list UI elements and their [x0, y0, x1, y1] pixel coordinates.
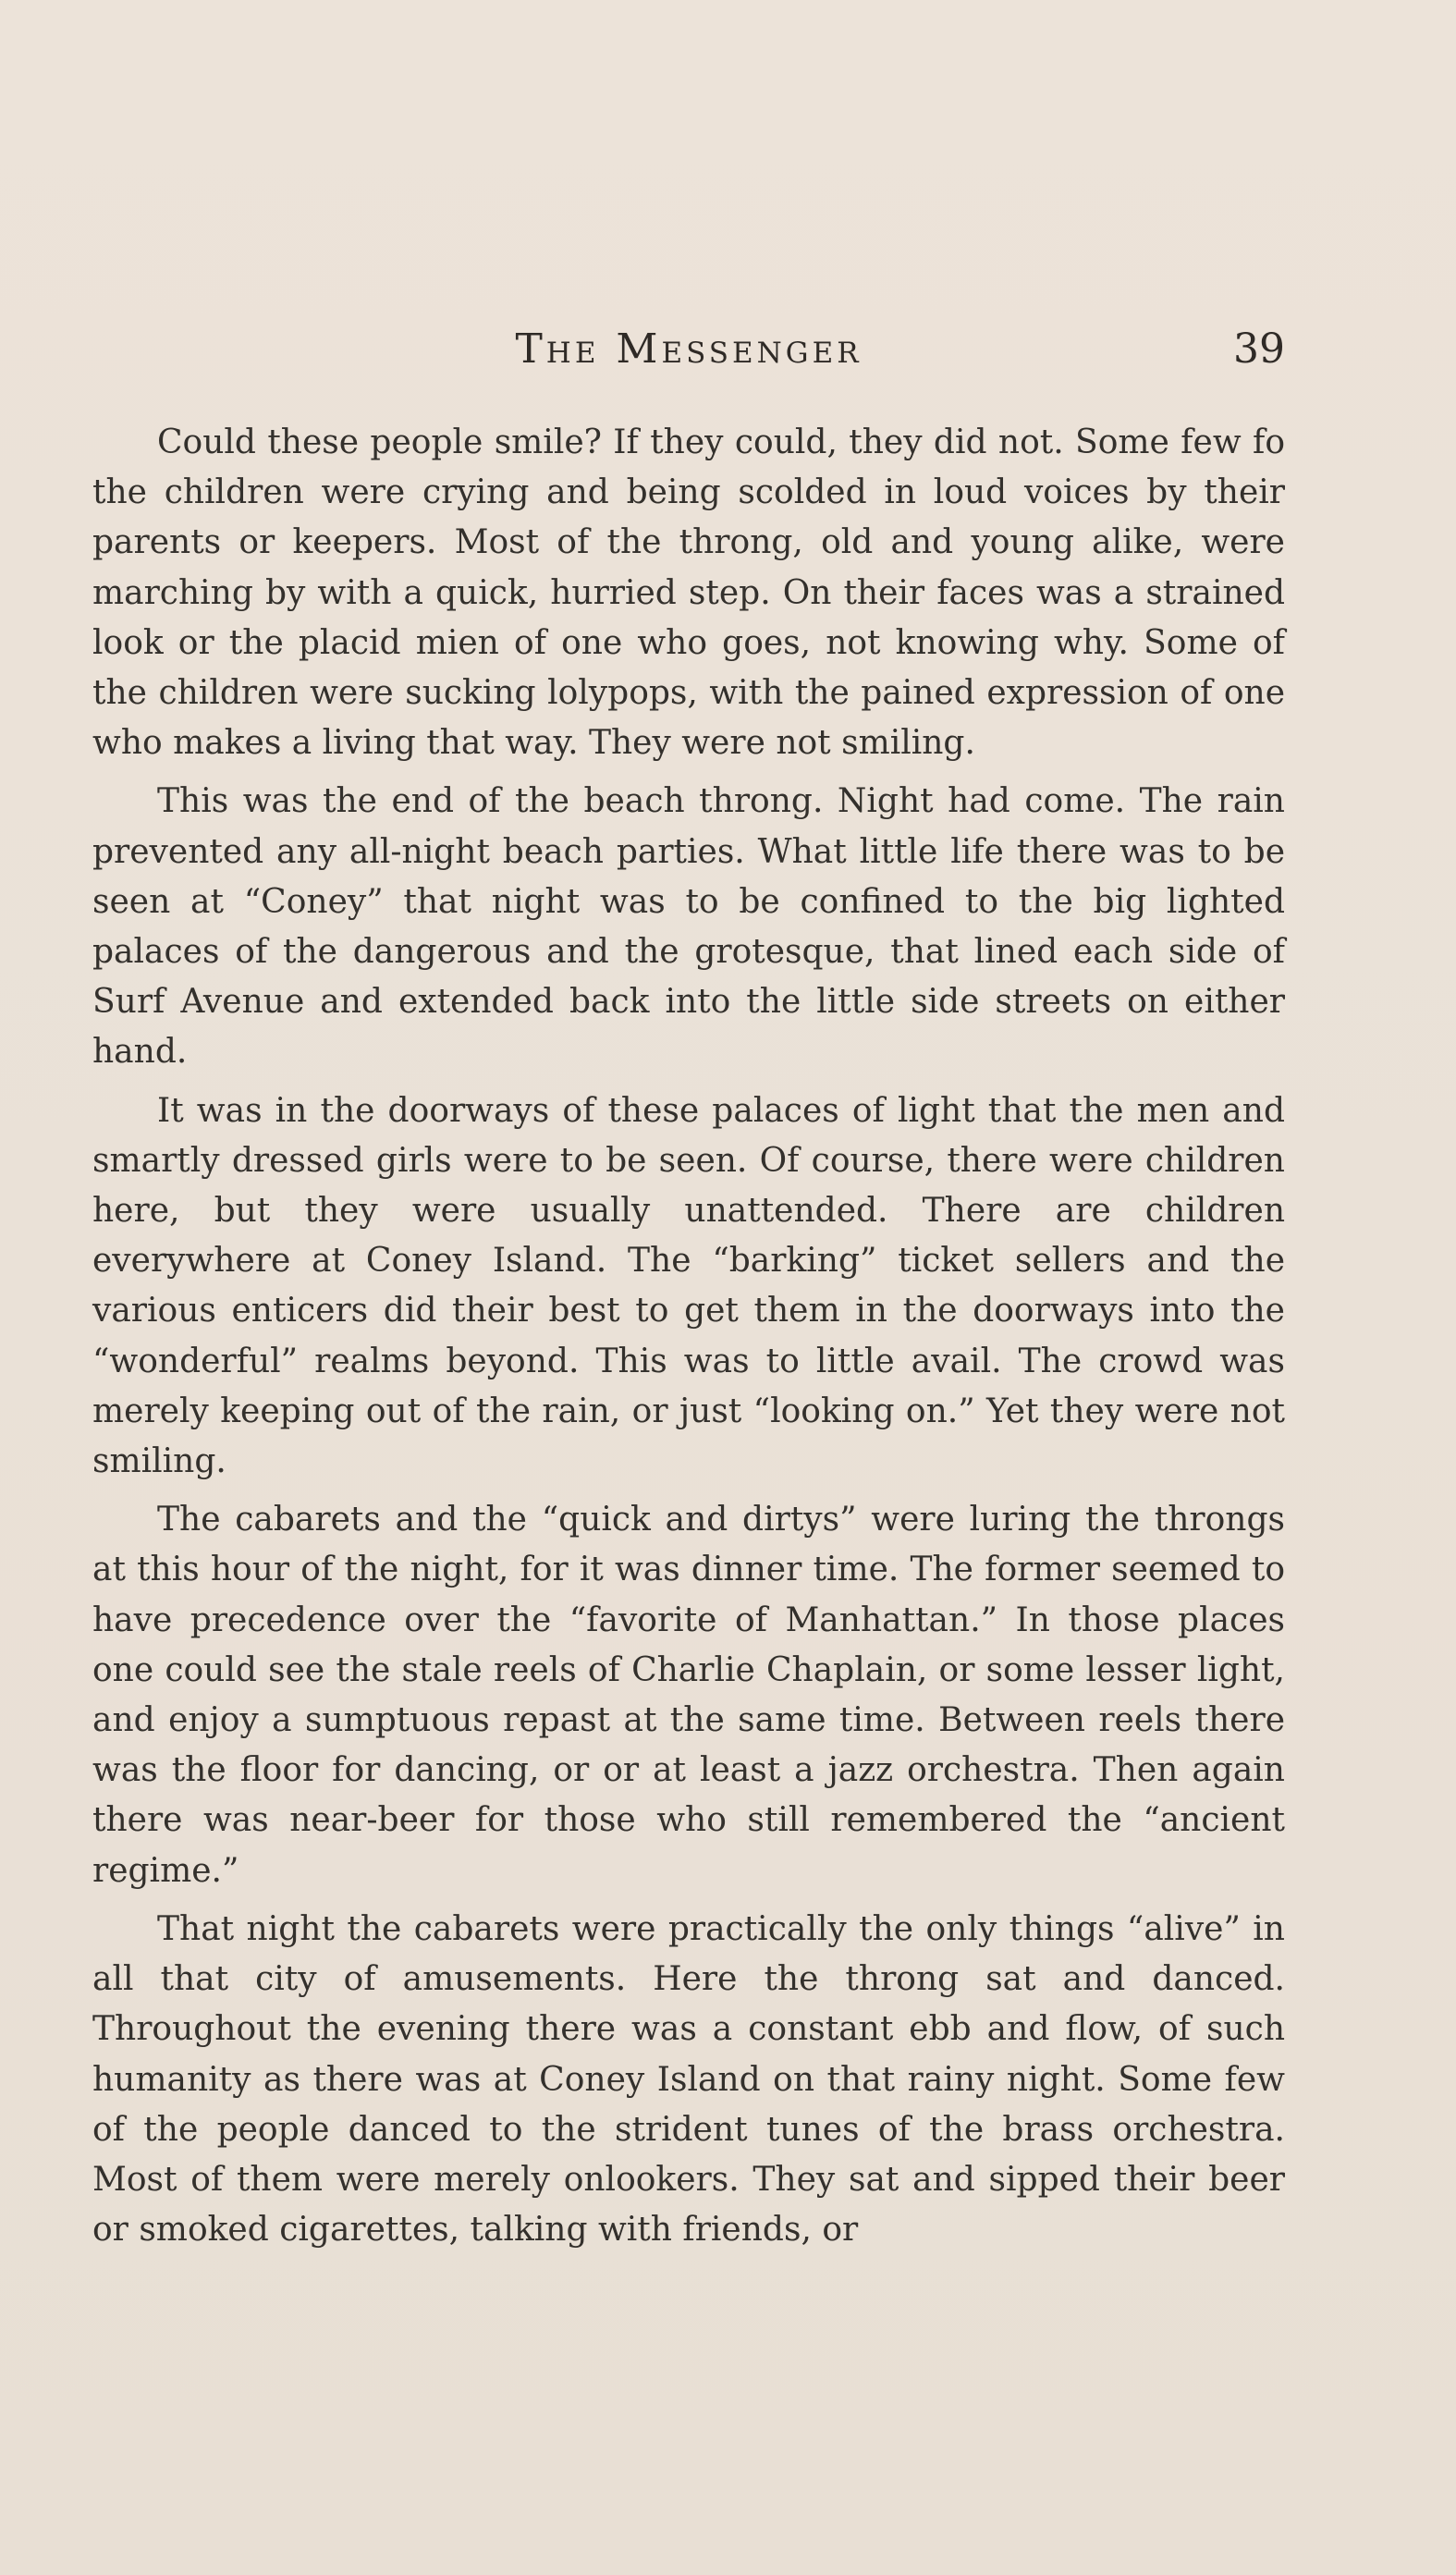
paragraph-5: That night the cabarets were practically the only things “alive” in all that city of amusements. Here the throng sat and danced. Throughout the evening there was a constant ebb and flow, of such humanity as there was at Coney Island on that rainy night. Some few of the people danced to the strident tunes of the brass orchestra. Most of them were merely onlookers. They sat and sipped their beer or smoked cigarettes, talking with friends, or	[92, 1909, 1285, 2250]
paragraph-3: It was in the doorways of these palaces of light that the men and smartly dressed girls were to be seen. Of course, there were children here, but they were usually unattended. There are children everywhere at Coney Island. The “barking” ticket sellers and the various enticers did their best to get them in the doorways into the “wonderful” realms beyond. This was to little avail. The crowd was merely keeping out of the rain, or just “looking on.” Yet they were not smiling.	[92, 1091, 1285, 1481]
running-title: The Messenger	[515, 325, 863, 373]
paragraph-2: This was the end of the beach throng. Night had come. The rain prevented any all-night beach parties. What little life there was to be seen at “Coney” that night was to be confined to the big lighted palaces of the dangerous and the grotesque, that lined each side of Surf Avenue and extended back into the little side streets on either hand.	[92, 782, 1285, 1072]
paragraph-4: The cabarets and the “quick and dirtys” were luring the throngs at this hour of the night, for it was dinner time. The former seemed to have precedence over the “favorite of Manhattan.” In those places one could see the stale reels of Charlie Chaplain, or some lesser light, and enjoy a sumptuous repast at the same time. Between reels there was the floor for dancing, or or at least a jazz orchestra. Then again there was near-beer for those who still remembered the “ancient regime.”	[92, 1501, 1285, 1890]
running-head	[92, 320, 1285, 379]
body-text	[92, 418, 1285, 2263]
page-number: 39	[1233, 325, 1285, 373]
paragraph-1: Could these people smile? If they could, they did not. Some few fo the children were crying and being scolded in loud voices by their parents or keepers. Most of the throng, old and young alike, were marching by with a quick, hurried step. On their faces was a strained look or the placid mien of one who goes, not knowing why. Some of the children were sucking lolypops, with the pained expression of one who makes a living that way. They were not smiling.	[92, 423, 1285, 763]
